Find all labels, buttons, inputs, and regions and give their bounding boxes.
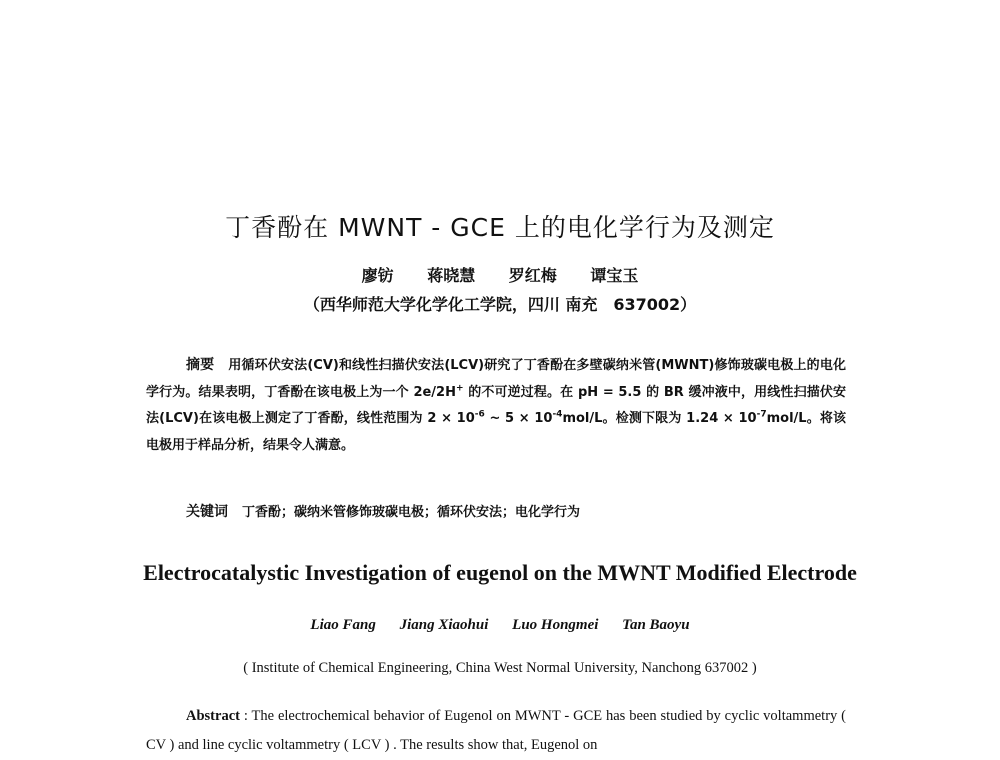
chinese-keywords-label: 关键词 [186,504,228,520]
english-authors [0,617,1000,634]
english-affiliation: ( Institute of Chemical Engineering, China West Normal University, Nanchong 637002 ) [243,660,757,676]
superscript: -6 [474,409,485,420]
chinese-abstract-label: 摘要 [186,357,215,373]
english-abstract-text: : The electrochemical behavior of Eugenol on MWNT - GCE has been studied by cyclic voltammetry ( CV ) and line cyclic voltammetry ( LCV ) . The results show that, Eugenol on [146,708,846,753]
chinese-author: 蒋晓慧 [427,266,476,285]
english-author: Luo Hongmei [512,617,599,633]
chinese-affiliation: （西华师范大学化学化工学院，四川 南充 637002） [303,295,697,314]
chinese-abstract-text: mol/L。将该电极用于样品分析，结果令人满意。 [146,411,847,453]
english-author: Liao Fang [310,617,376,633]
superscript: -4 [552,409,563,420]
chinese-author: 廖钫 [361,266,394,285]
chinese-abstract-text: mol/L。检测下限为 1.24 × 10 [562,411,757,427]
chinese-abstract-text: 用循环伏安法(CV)和线性扫描伏安法(LCV)研究了丁香酚在多壁碳纳米管(MWNT)修饰玻碳电极上的电化学行为。结果表明，丁香酚在该电极上为一个 2e/2H [146,358,846,400]
english-title: Electrocatalystic Investigation of eugenol on the MWNT Modified Electrode [143,560,857,585]
superscript: + [455,383,464,394]
chinese-abstract-text: ~ 5 × 10 [484,411,553,427]
chinese-author: 谭宝玉 [590,266,639,285]
english-author: Jiang Xiaohui [399,617,489,633]
superscript: -7 [756,409,767,420]
chinese-abstract-text: 的不可逆过程。在 pH = 5.5 的 BR 缓冲液中，用线性扫描伏安法(LCV)在该电极上测定了丁香酚，线性范围为 2 × 10 [146,384,846,427]
english-author: Tan Baoyu [622,617,690,633]
chinese-abstract [146,352,846,459]
chinese-keywords [186,501,846,521]
english-abstract [146,702,846,760]
chinese-title: 丁香酚在 MWNT - GCE 上的电化学行为及测定 [225,213,775,242]
english-abstract-label: Abstract [186,708,240,724]
chinese-keywords-text: 丁香酚；碳纳米管修饰玻碳电极；循环伏安法；电化学行为 [242,505,581,520]
chinese-authors [0,263,1000,286]
chinese-author: 罗红梅 [508,266,557,285]
